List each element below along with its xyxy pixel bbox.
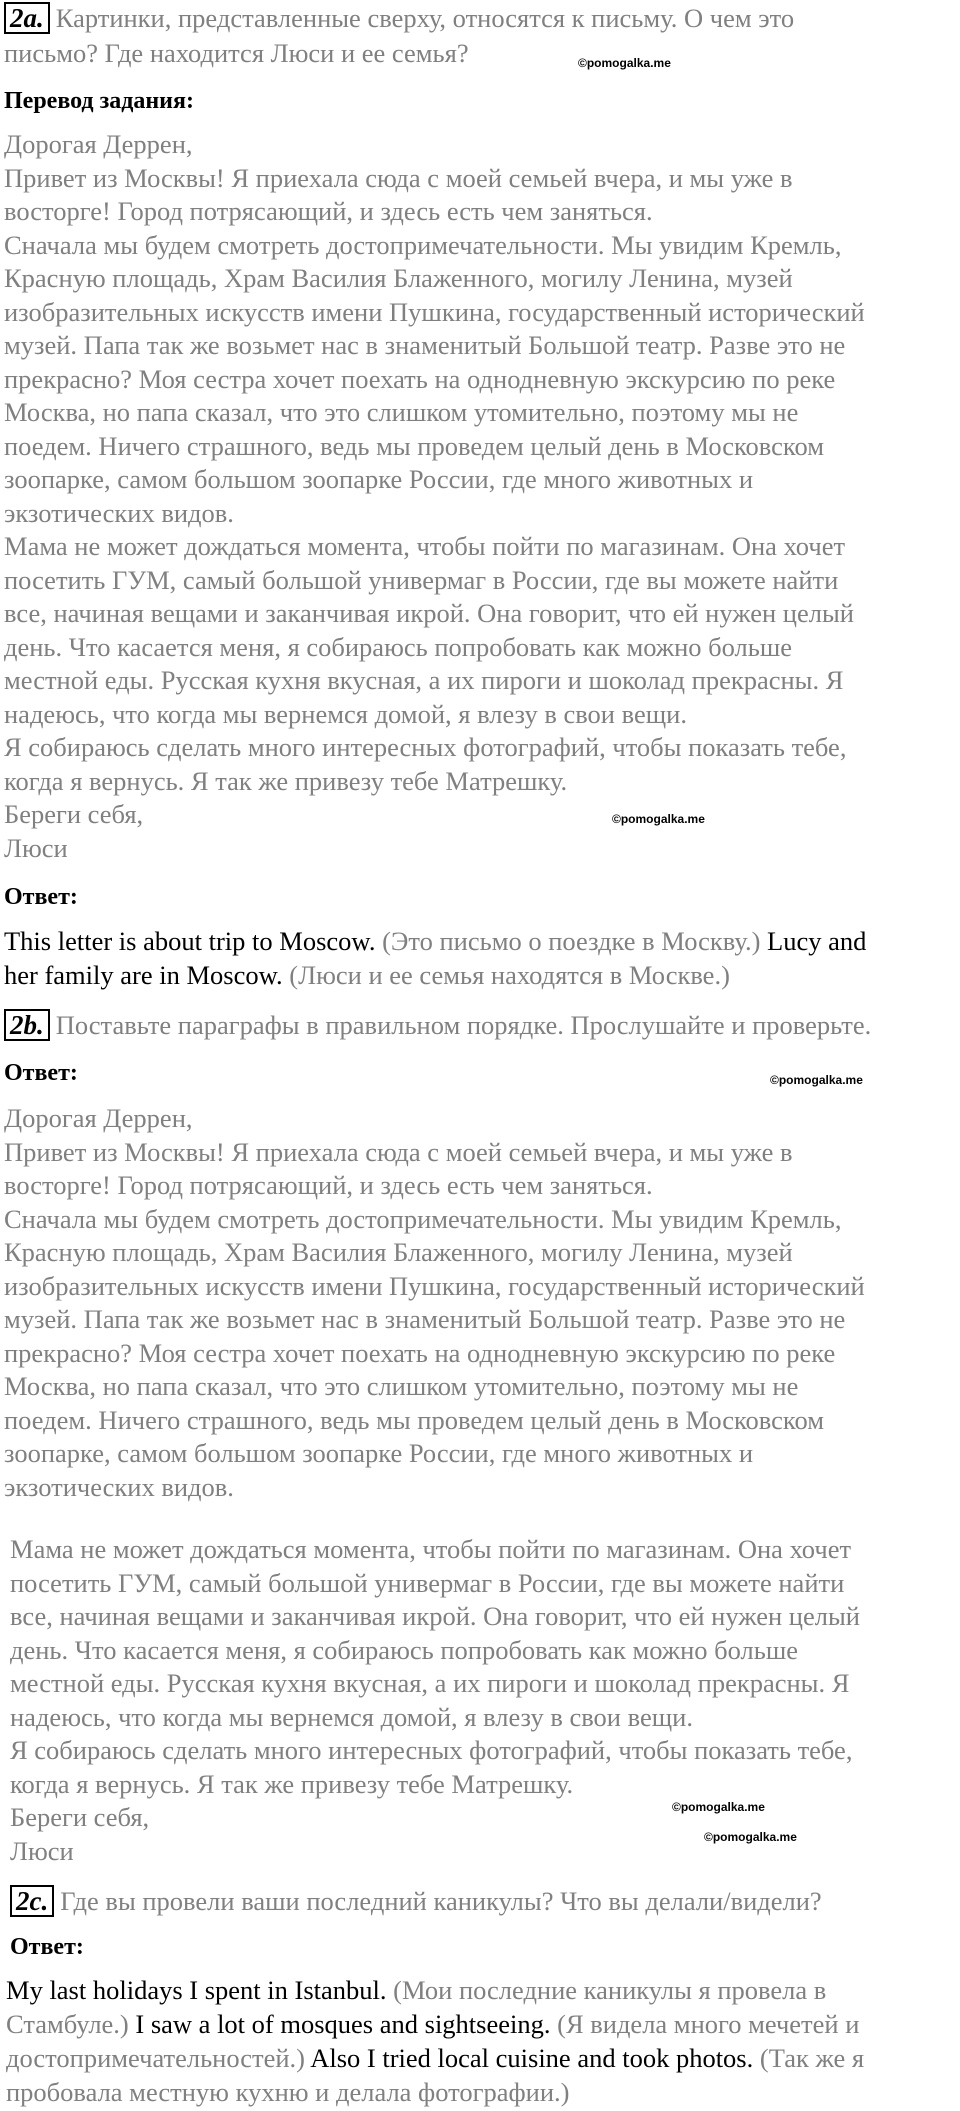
letter-line: когда я вернусь. Я так же привезу тебе Матрешку. xyxy=(4,765,568,796)
watermark: ©pomogalka.me xyxy=(672,1800,765,1814)
watermark: ©pomogalka.me xyxy=(578,56,671,70)
letter-line: местной еды. Русская кухня вкусная, а их пироги и шоколад прекрасны. Я xyxy=(4,665,844,695)
watermark: ©pomogalka.me xyxy=(704,1830,797,1844)
letter-line: экзотических видов. xyxy=(4,497,234,528)
letter-line: Береги себя, xyxy=(10,1802,150,1832)
task-2c-badge: 2c. xyxy=(10,1885,54,1917)
letter-line: изобразительных искусств имени Пушкина, государственный исторический xyxy=(4,1270,865,1301)
letter-line: Люси xyxy=(10,1835,74,1866)
letter-line: Дорогая Деррен, xyxy=(4,129,193,159)
task-2a-answer-en2-part1: Lucy and xyxy=(767,926,867,956)
task-2c-answer: My last holidays I spent in Istanbul. (Мои последние каникулы я провела в Стамбуле.) I saw a lot of mosques and sightseeing. (Я видела много мечетей и достопримечательностей.) Also I tried local cuisine and took photos. (Так же я пробовала местную кухню и делала фотографии.) xyxy=(6,1975,865,2107)
letter-line: восторге! Город потрясающий, и здесь есть чем заняться. xyxy=(4,196,653,226)
letter-line: Дорогая Деррен, xyxy=(4,1103,193,1133)
task-2a-answer-line1: This letter is about trip to Moscow. (Это письмо о поездке в Москву.) Lucy and xyxy=(4,926,867,956)
letter-line: музей. Папа так же возьмет нас в знаменитый Большой театр. Разве это не xyxy=(4,1304,846,1334)
task-2b-paragraph-2 xyxy=(10,1533,960,1868)
letter-line: Сначала мы будем смотреть достопримечательности. Мы увидим Кремль, xyxy=(4,1203,842,1234)
letter-line: зоопарке, самом большом зоопарке России, где много животных и xyxy=(4,1438,754,1468)
letter-line: прекрасно? Моя сестра хочет поехать на однодневную экскурсию по реке xyxy=(4,1337,836,1368)
letter-line: зоопарке, самом большом зоопарке России, где много животных и xyxy=(4,464,754,494)
task-2b-instruction xyxy=(4,1009,956,1043)
task-2a-instruction xyxy=(4,2,956,36)
task-2a-answer-line2: her family are in Moscow. (Люси и ее семья находятся в Москве.) xyxy=(4,960,730,990)
task-2c-instruction xyxy=(10,1885,960,1919)
task-2a-answer xyxy=(4,924,956,992)
letter-line: Мама не может дождаться момента, чтобы пойти по магазинам. Она хочет xyxy=(10,1534,852,1564)
letter-line: день. Что касается меня, я собираюсь попробовать как можно больше xyxy=(4,631,793,662)
task-2a-instruction-text: Картинки, представленные сверху, относятся к письму. О чем это xyxy=(55,3,795,33)
letter-line: посетить ГУМ, самый большой универмаг в России, где вы можете найти xyxy=(10,1567,845,1598)
letter-line: надеюсь, что когда мы вернемся домой, я влезу в свои вещи. xyxy=(10,1701,693,1732)
letter-line: Я собираюсь сделать много интересных фотографий, чтобы показать тебе, xyxy=(4,732,847,762)
watermark: ©pomogalka.me xyxy=(612,812,705,826)
letter-line: местной еды. Русская кухня вкусная, а их пироги и шоколад прекрасны. Я xyxy=(10,1668,850,1698)
task-2c-instruction-text: Где вы провели ваши последний каникулы? Что вы делали/видели? xyxy=(60,1886,822,1916)
task-2b-answer-heading: Ответ: xyxy=(4,1060,78,1086)
letter-line: восторге! Город потрясающий, и здесь есть чем заняться. xyxy=(4,1170,653,1200)
letter-line: Береги себя, xyxy=(4,799,144,829)
letter-line: Москва, но папа сказал, что это слишком утомительно, поэтому мы не xyxy=(4,1371,799,1401)
task-2a-letter xyxy=(4,128,956,865)
task-2a-answer-heading: Ответ: xyxy=(4,884,78,910)
letter-line: экзотических видов. xyxy=(4,1471,234,1502)
task-2b-paragraph-1 xyxy=(4,1102,956,1504)
task-2b-badge: 2b. xyxy=(4,1009,50,1041)
letter-line: надеюсь, что когда мы вернемся домой, я влезу в свои вещи. xyxy=(4,698,687,729)
letter-line: посетить ГУМ, самый большой универмаг в России, где вы можете найти xyxy=(4,564,839,595)
letter-line: когда я вернусь. Я так же привезу тебе Матрешку. xyxy=(10,1768,574,1799)
letter-line: Красную площадь, Храм Василия Блаженного, могилу Ленина, музей xyxy=(4,1237,793,1267)
letter-line: прекрасно? Моя сестра хочет поехать на однодневную экскурсию по реке xyxy=(4,363,836,394)
letter-line: Я собираюсь сделать много интересных фотографий, чтобы показать тебе, xyxy=(10,1735,853,1765)
letter-line: Привет из Москвы! Я приехала сюда с моей семьей вчера, и мы уже в xyxy=(4,162,793,193)
letter-line: Сначала мы будем смотреть достопримечательности. Мы увидим Кремль, xyxy=(4,229,842,260)
letter-line: поедем. Ничего страшного, ведь мы проведем целый день в Московском xyxy=(4,430,824,461)
letter-line: все, начиная вещами и заканчивая икрой. Она говорит, что ей нужен целый xyxy=(10,1601,860,1631)
task-2b-instruction-text: Поставьте параграфы в правильном порядке. Прослушайте и проверьте. xyxy=(55,1010,872,1040)
task-2a-badge: 2a. xyxy=(4,2,50,34)
letter-line: Красную площадь, Храм Василия Блаженного, могилу Ленина, музей xyxy=(4,263,793,293)
task-2a-answer-en2-part2: her family are in Moscow. xyxy=(4,960,283,990)
letter-line: все, начиная вещами и заканчивая икрой. Она говорит, что ей нужен целый xyxy=(4,598,854,628)
letter-line: поедем. Ничего страшного, ведь мы проведем целый день в Московском xyxy=(4,1404,824,1435)
task-2a-instruction-line2: письмо? Где находится Люси и ее семья? xyxy=(4,38,469,68)
letter-line: изобразительных искусств имени Пушкина, государственный исторический xyxy=(4,296,865,327)
letter-line: Люси xyxy=(4,832,68,863)
letter-line: Привет из Москвы! Я приехала сюда с моей семьей вчера, и мы уже в xyxy=(4,1136,793,1167)
translation-heading: Перевод задания: xyxy=(4,88,194,114)
task-2c-answer-heading: Ответ: xyxy=(10,1934,84,1960)
letter-line: Мама не может дождаться момента, чтобы пойти по магазинам. Она хочет xyxy=(4,531,846,561)
letter-line: Москва, но папа сказал, что это слишком утомительно, поэтому мы не xyxy=(4,397,799,427)
watermark: ©pomogalka.me xyxy=(770,1073,863,1087)
letter-line: день. Что касается меня, я собираюсь попробовать как можно больше xyxy=(10,1634,799,1665)
letter-line: музей. Папа так же возьмет нас в знаменитый Большой театр. Разве это не xyxy=(4,330,846,360)
